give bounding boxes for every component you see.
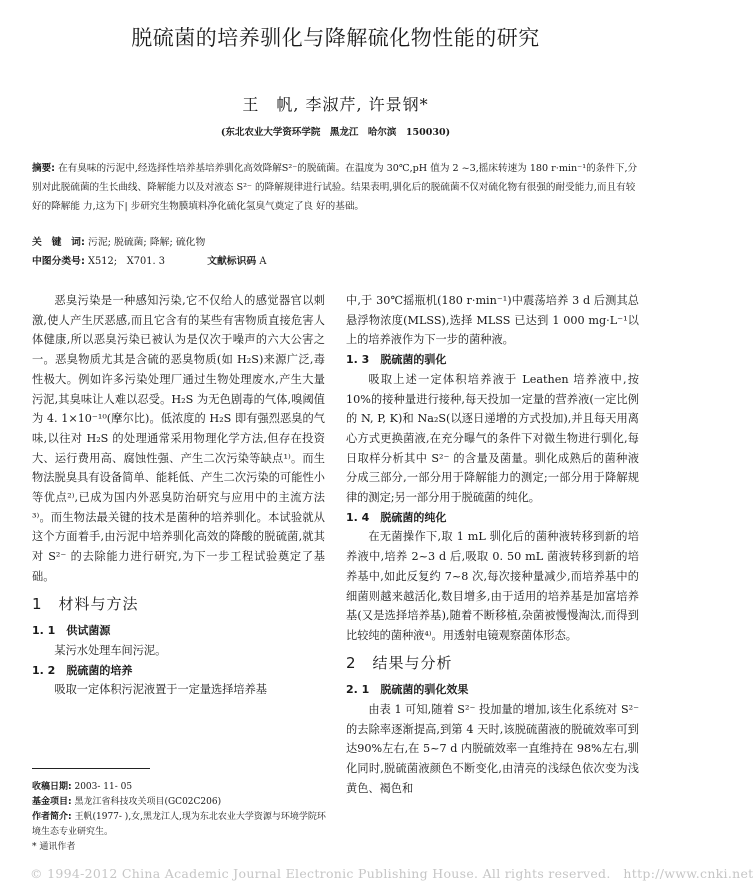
- author-bio: 作者简介: 王帆(1977- ),女,黑龙江人,现为东北农业大学资源与环境学院环境生态专业研究生。: [32, 812, 326, 837]
- section-1-4-heading: 1. 4 脱硫菌的纯化: [346, 510, 447, 524]
- abstract-label: 摘要:: [32, 163, 56, 174]
- copyright-watermark: © 1994-2012 China Academic Journal Electronic Publishing House. All rights reserved. http://www.cnki.net: [30, 866, 754, 881]
- right-column: [346, 291, 639, 799]
- left-column: [32, 291, 325, 700]
- section-2-1-text: 由表 1 可知,随着 S²⁻ 投加量的增加,该生化系统对 S²⁻ 的去除率逐渐提高,到第 4 天时,该脱硫菌液的脱硫效率可到达90%左右,在 5~7 d 内脱硫效率一直维持在 98%左右,驯化同时,脱硫菌液颜色不断变化,由清亮的浅绿色依次变为浅黄色、褐色和: [346, 703, 639, 795]
- intro-paragraph: 恶臭污染是一种感知污染,它不仅给人的感觉器官以刺激,使人产生厌恶感,而且它含有的某些有害物质直接危害人体健康,所以恶臭污染已被认为是仅次于噪声的六大公害之一。恶臭物质尤其是含硫的恶臭物质(如 H₂S)来源广泛,毒性极大。例如许多污染处理厂通过生物处理废水,产生大量污泥,其臭味让人难以忍受。H₂S 为无色剧毒的气体,嗅阈值为 4. 1×10⁻¹⁰(摩尔比)。低浓度的 H₂S 即有强烈恶臭的气味,以往对 H₂S 的处理通常采用物理化学方法,但存在投资大、运行费用高、腐蚀性强、产生二次污染等缺点¹⁾。而生物法脱臭具有设备简单、能耗低、产生二次污染的可能性小等优点²⁾,已成为国内外恶臭防治研究与应用中的主流方法³⁾。而生物法最关键的技术是菌种的培养驯化。本试验就从这个方面着手,由污泥中培养驯化高效的降酸的脱硫菌,就其对 S²⁻ 的去除能力进行研究,为下一步工程试验奠定了基础。: [32, 294, 325, 583]
- section-2-1-heading: 2. 1 脱硫菌的驯化效果: [346, 683, 469, 697]
- abstract-text: 在有臭味的污泥中,经选择性培养基培养驯化高效降解S²⁻的脱硫菌。在温度为 30℃,pH 值为 2 ~3,摇床转速为 180 r·min⁻¹的条件下,分别对此脱硫菌的生长曲线、降解能力以及对液态 S²⁻ 的降解规律进行试验。结果表明,驯化后的脱硫菌不仅对硫化物有很强的耐受能力,而且有较好的降解能 力,这为下| 步研究生物膜填料净化硫化氢臭气奠定了良 好的基础。: [32, 163, 638, 212]
- corresponding-author: * 通讯作者: [32, 842, 76, 852]
- classification-text: X512; X701. 3: [88, 256, 165, 267]
- affiliation: (东北农业大学资环学院 黑龙江 哈尔滨 150030): [220, 127, 451, 138]
- fund-project: 基金项目: 黑龙江省科技攻关项目(GC02C206): [32, 797, 222, 807]
- paper-title: 脱硫菌的培养驯化与降解硫化物性能的研究: [131, 26, 540, 50]
- abstract: [32, 159, 638, 216]
- continued-paragraph: 中,于 30℃摇瓶机(180 r·min⁻¹)中震荡培养 3 d 后测其总悬浮物浓度(MLSS),选择 MLSS 已达到 1 000 mg·L⁻¹以上的培养液作为下一步的菌种液。: [346, 294, 639, 347]
- keywords: [32, 234, 638, 252]
- section-2-heading: 2 结果与分析: [346, 653, 453, 672]
- document-code: A: [259, 256, 267, 267]
- document-code-label: 文献标识码: [207, 256, 257, 267]
- keywords-text: 污泥; 脱硫菌; 降解; 硫化物: [88, 237, 206, 248]
- section-1-1-text: 某污水处理车间污泥。: [54, 643, 167, 657]
- received-date: 收稿日期: 2003- 11- 05: [32, 782, 133, 792]
- section-1-3-text: 吸取上述一定体积培养液于 Leathen 培养液中,按 10%的接种量进行接种,每天投加一定量的营养液(一定比例的 N, P, K)和 Na₂S(以逐日递增的方式投加),并且每天用离心方式更换菌液,在充分曝气的条件下对微生物进行驯化,每日取样分析其中 S²⁻ 的含量及菌量。驯化成熟后的菌种液分成三部分,一部分用于降解能力的测定;一部分用于降解规律的测定;另一部分用于脱硫菌的纯化。: [346, 372, 639, 505]
- section-1-2-heading: 1. 2 脱硫菌的培养: [32, 663, 133, 677]
- authors: 王 帆, 李淑芹, 许景钢*: [242, 95, 429, 114]
- classification: [32, 253, 638, 271]
- section-1-2-text: 吸取一定体积污泥液置于一定量选择培养基: [54, 683, 267, 697]
- section-1-heading: 1 材料与方法: [32, 594, 139, 613]
- section-1-3-heading: 1. 3 脱硫菌的驯化: [346, 353, 447, 367]
- section-1-4-text: 在无菌操作下,取 1 mL 驯化后的菌种液转移到新的培养液中,培养 2~3 d 后,吸取 0. 50 mL 菌液转移到新的培养基中,如此反复约 7~8 次,每次接种量减少,而培养基中的细菌则越来越活化,数目增多,由于适用的培养基是加富培养基(又是选择培养基),随着不断移植,杂菌被慢慢淘汰,而得到比较纯的菌种液⁴⁾。用透射电镜观察菌体形态。: [346, 530, 639, 642]
- classification-label: 中图分类号:: [32, 256, 85, 267]
- footnote-divider: [32, 768, 150, 769]
- footnotes: [32, 780, 332, 855]
- keywords-label: 关 键 词:: [32, 237, 85, 248]
- section-1-1-heading: 1. 1 供试菌源: [32, 624, 111, 638]
